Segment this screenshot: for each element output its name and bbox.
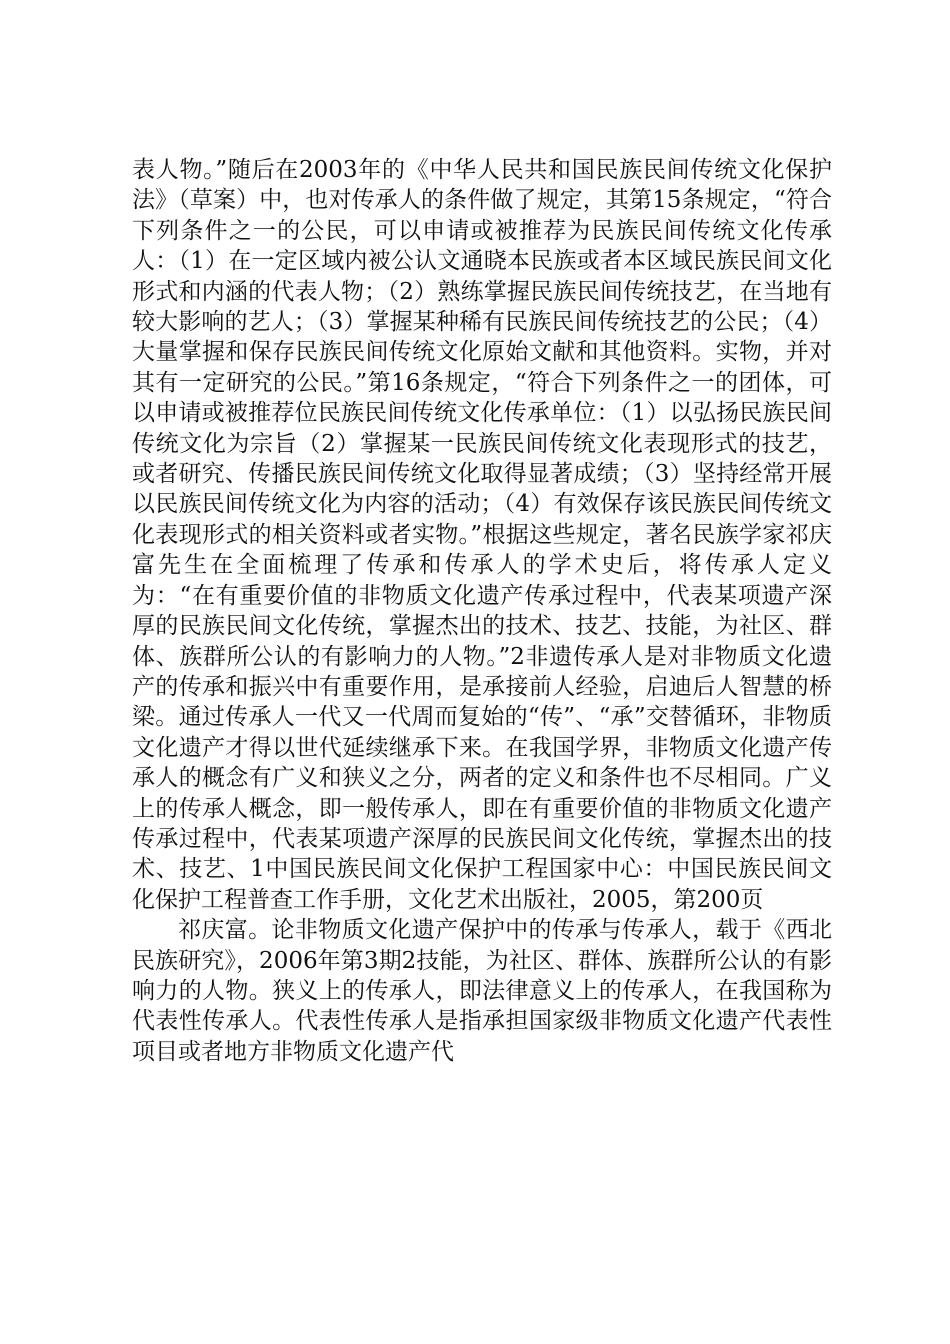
document-body (132, 155, 832, 1067)
paragraph-1: 表人物。”随后在2003年的《中华人民共和国民族民间传统文化保护法》（草案）中，也对传承人的条件做了规定，其第15条规定，“符合下列条件之一的公民，可以申请或被推荐为民族民间传统文化传承人：（1）在一定区域内被公认文通晓本民族或者本区域民族民间文化形式和内涵的代表人物；（2）熟练掌握民族民间传统技艺，在当地有较大影响的艺人；（3）掌握某种稀有民族民间传统技艺的公民；（4）大量掌握和保存民族民间传统文化原始文献和其他资料。实物，并对其有一定研究的公民。”第16条规定，“符合下列条件之一的团体，可以申请或被推荐位民族民间传统文化传承单位：（1）以弘扬民族民间传统文化为宗旨（2）掌握某一民族民间传统文化表现形式的技艺，或者研究、传播民族民间传统文化取得显著成绩；（3）坚持经常开展以民族民间传统文化为内容的活动；（4）有效保存该民族民间传统文化表现形式的相关资料或者实物。”根据这些规定，著名民族学家祁庆富先生在全面梳理了传承和传承人的学术史后，将传承人定义为：“在有重要价值的非物质文化遗产传承过程中，代表某项遗产深厚的民族民间文化传统，掌握杰出的技术、技艺、技能，为社区、群体、族群所公认的有影响力的人物。”2非遗传承人是对非物质文化遗产的传承和振兴中有重要作用，是承接前人经验，启迪后人智慧的桥梁。通过传承人一代又一代周而复始的“传”、“承”交替循环，非物质文化遗产才得以世代延续继承下来。在我国学界，非物质文化遗产传承人的概念有广义和狭义之分，两者的定义和条件也不尽相同。广义上的传承人概念，即一般传承人，即在有重要价值的非物质文化遗产传承过程中，代表某项遗产深厚的民族民间文化传统，掌握杰出的技术、技艺、1中国民族民间文化保护工程国家中心：中国民族民间文化保护工程普查工作手册，文化艺术出版社，2005，第200页 (132, 157, 832, 913)
paragraph-2: 祁庆富。论非物质文化遗产保护中的传承与传承人，载于《西北民族研究》，2006年第3期2技能，为社区、群体、族群所公认的有影响力的人物。狭义上的传承人，即法律意义上的传承人，在我国称为代表性传承人。代表性传承人是指承担国家级非物质文化遗产代表性项目或者地方非物质文化遗产代 (132, 917, 832, 1065)
